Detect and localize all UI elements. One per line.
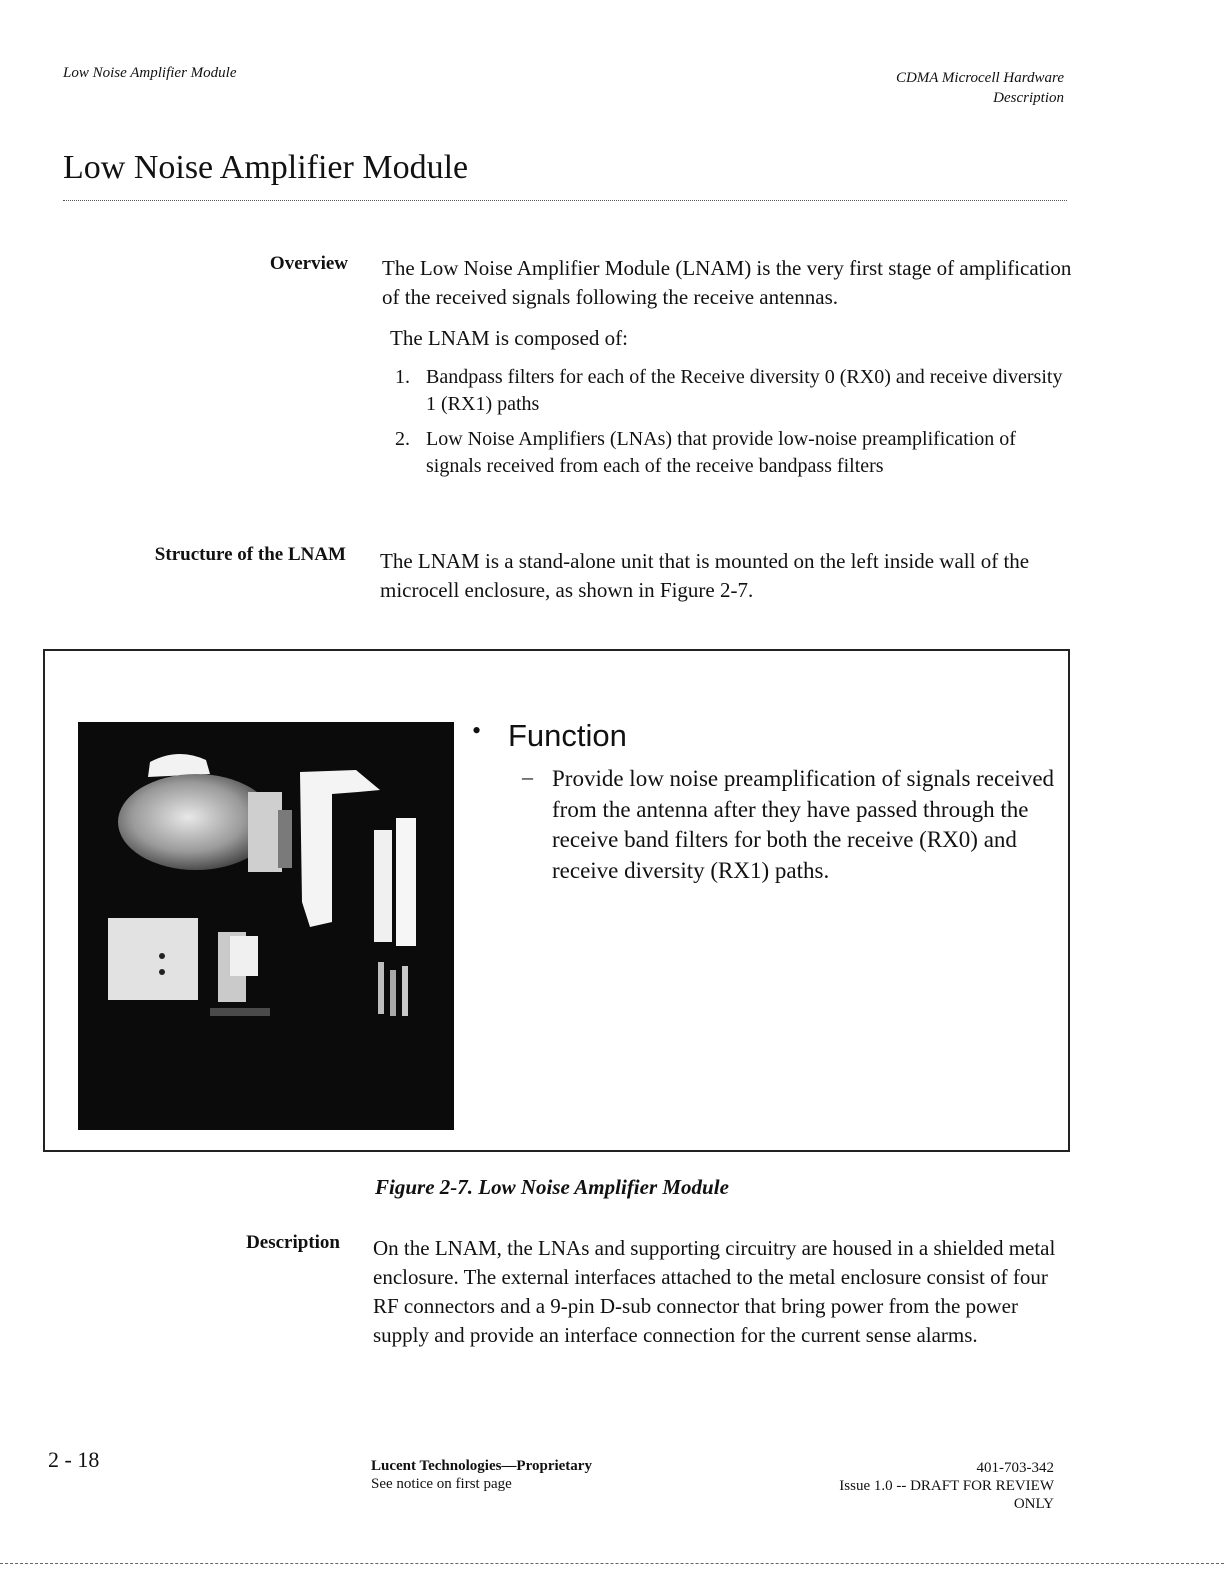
list-item-text: Bandpass filters for each of the Receive diversity 0 (RX0) and receive diversity 1 (RX1) paths (426, 366, 1063, 415)
list-item (395, 364, 1075, 418)
description-paragraph: On the LNAM, the LNAs and supporting circuitry are housed in a shielded metal enclosure. The external interfaces attached to the metal enclosure consist of four RF connectors and a 9-pin D-sub connector that bring power from the power supply and provide an interface connection for the current sense alarms. (373, 1236, 1056, 1347)
running-header-left: Low Noise Amplifier Module (63, 65, 237, 81)
bullet-icon: • (472, 716, 482, 745)
page-title: Low Noise Amplifier Module (63, 149, 469, 186)
footer-issue-cont: ONLY (1013, 1496, 1054, 1512)
running-header-right-line1: CDMA Microcell Hardware (895, 70, 1064, 86)
footer-doc-number: 401-703-342 (976, 1460, 1054, 1476)
description-label: Description (246, 1232, 340, 1253)
running-header-right (896, 68, 1064, 108)
figure-function-heading: Function (508, 718, 627, 753)
running-header-right-line2: Description (993, 90, 1064, 106)
list-item (395, 426, 1075, 480)
list-item-number: 2. (395, 428, 410, 450)
footer-issue: Issue 1.0 -- DRAFT FOR REVIEW (839, 1478, 1054, 1494)
overview-label: Overview (269, 253, 348, 274)
page-number: 2 - 18 (48, 1447, 100, 1472)
structure-label: Structure of the LNAM (154, 544, 346, 565)
list-item-text: Low Noise Amplifiers (LNAs) that provide low-noise preamplification of signals received from each of the receive bandpass filters (426, 428, 1016, 477)
figure-caption: Figure 2-7. Low Noise Amplifier Module (375, 1175, 729, 1199)
footer-right (839, 1459, 1054, 1513)
bottom-divider (0, 1563, 1224, 1564)
overview-paragraph: The Low Noise Amplifier Module (LNAM) is the very first stage of amplification of the received signals following the receive antennas. (382, 256, 1072, 309)
title-divider (63, 200, 1067, 201)
dash-icon: – (522, 764, 533, 789)
composition-list (395, 364, 1075, 488)
structure-paragraph: The LNAM is a stand-alone unit that is mounted on the left inside wall of the microcell enclosure, as shown in Figure 2-7. (380, 549, 1030, 602)
overview-composition-intro: The LNAM is composed of: (390, 326, 628, 350)
figure-function-text: Provide low noise preamplification of signals received from the antenna after they have passed through the receive band filters for both the receive (RX0) and receive diversity (RX1) paths. (552, 766, 1055, 883)
lnam-photo (78, 722, 454, 1130)
footer-center (371, 1457, 592, 1493)
lnam-photo-graphic (78, 722, 454, 1130)
footer-proprietary: Lucent Technologies—Proprietary (371, 1458, 592, 1474)
list-item-number: 1. (395, 366, 410, 388)
footer-notice: See notice on first page (371, 1476, 512, 1492)
